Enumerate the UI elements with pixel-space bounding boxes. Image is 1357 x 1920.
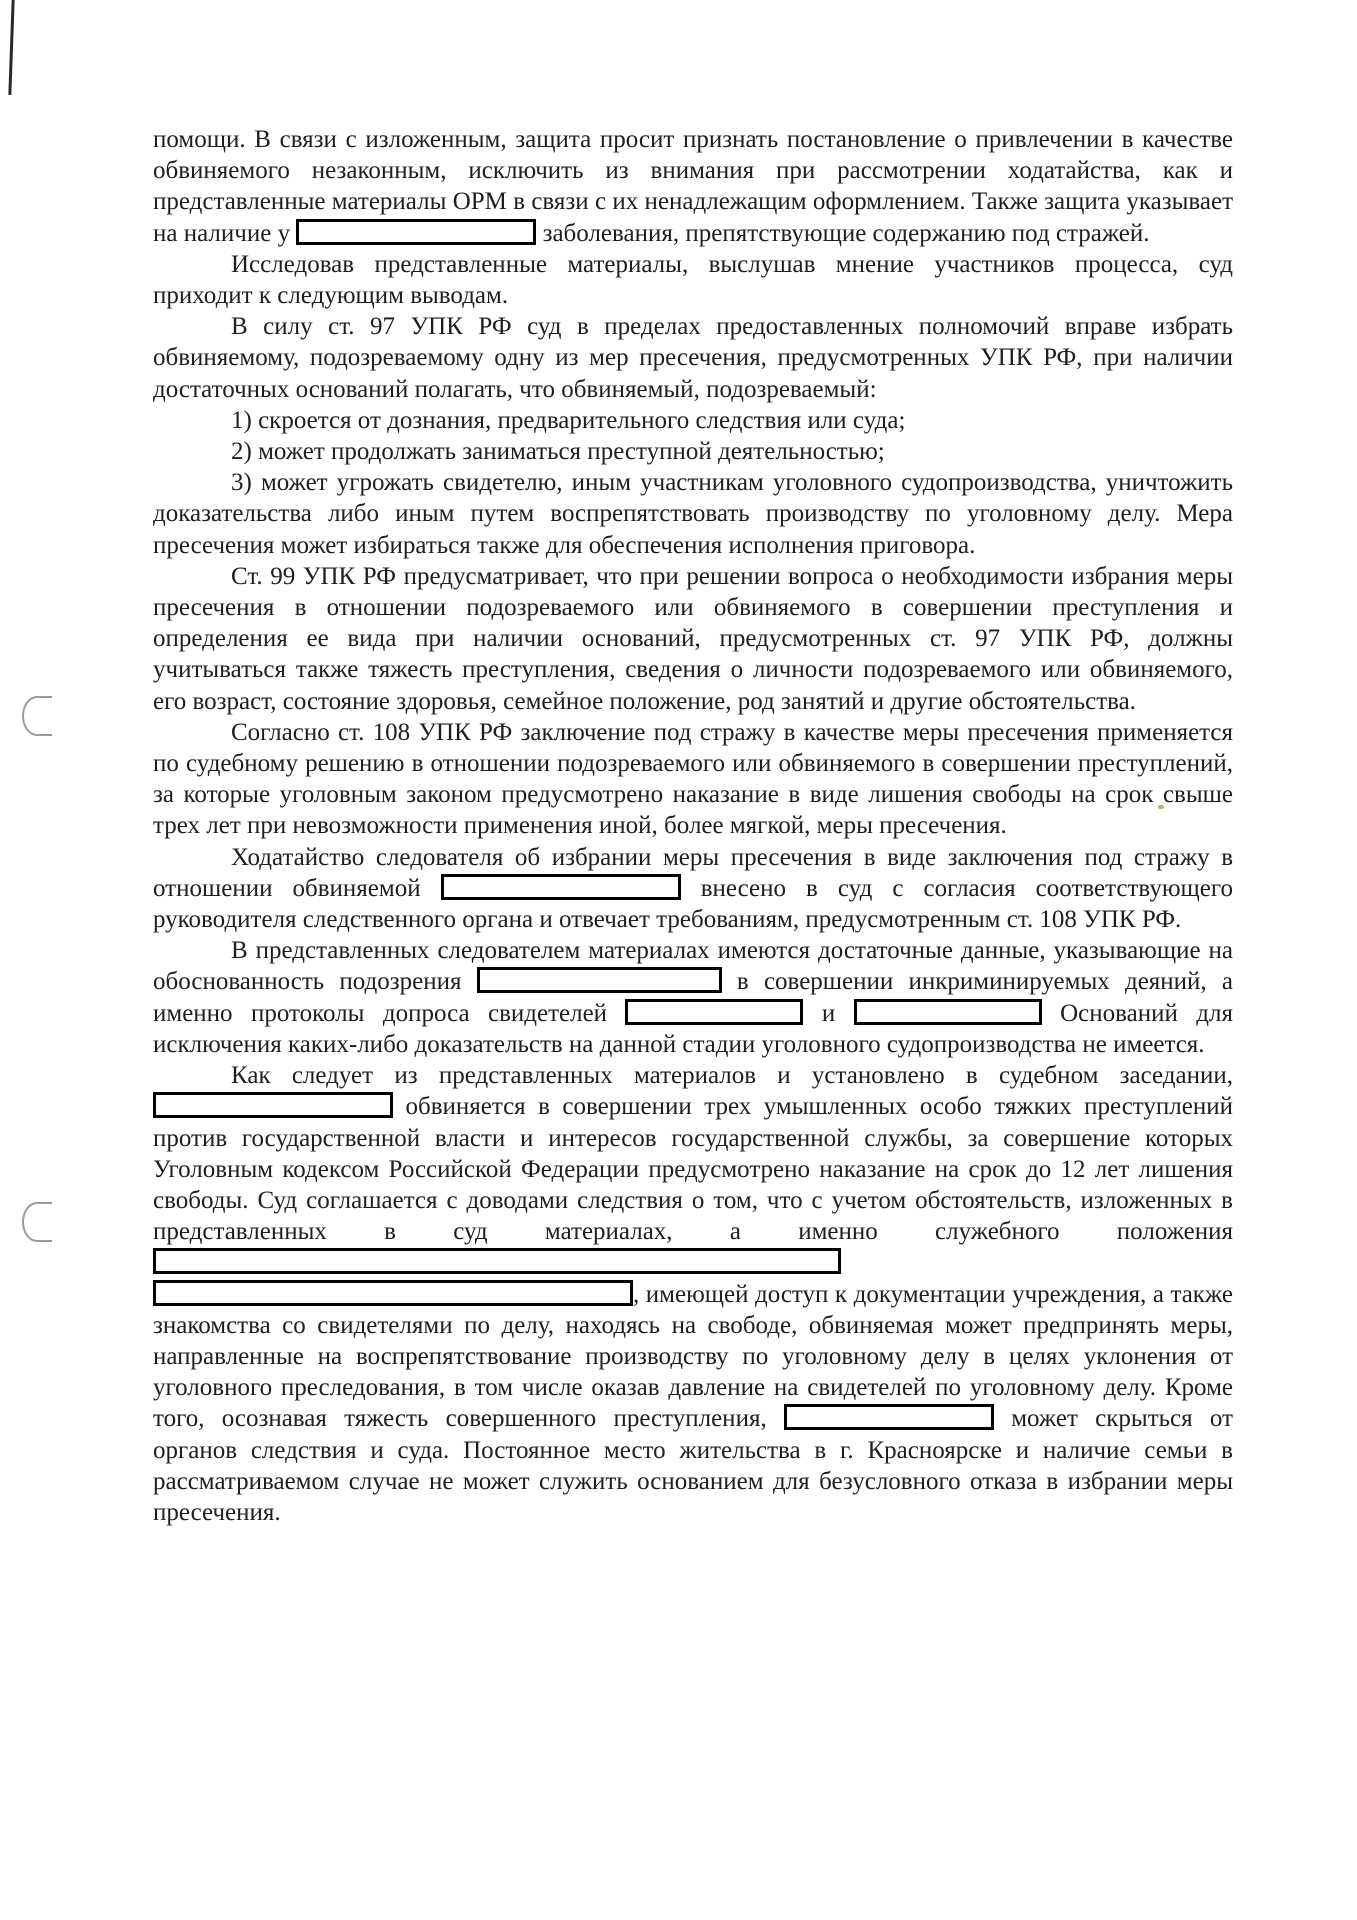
paragraph-defense-request bbox=[153, 124, 1233, 249]
redacted-name bbox=[784, 1404, 994, 1430]
redacted-name bbox=[441, 874, 681, 900]
paragraph-article-108: Согласно ст. 108 УПК РФ заключение под стражу в качестве меры пресечения применяется по судебному решению в отношении подозреваемого или обвиняемого в совершении преступлений, за которые уголовным законом предусмотрено наказание в виде лишения свободы на срок свыше трех лет при невозможности применения иной, более мягкой, меры пресечения. bbox=[153, 718, 1233, 840]
list-item-2: 2) может продолжать заниматься преступной деятельностью; bbox=[231, 438, 885, 466]
paragraph-text: заболевания, препятствующие содержанию под стражей. bbox=[536, 219, 1150, 247]
scan-edge-mark bbox=[8, 0, 14, 95]
paragraph-charges bbox=[153, 1060, 1233, 1528]
paragraph-court-conclusion: Исследовав представленные материалы, выслушав мнение участников процесса, суд приходит к следующим выводам. bbox=[153, 250, 1233, 310]
redacted-witness-name bbox=[854, 999, 1042, 1025]
redacted-position bbox=[153, 1280, 633, 1306]
paragraph-evidence bbox=[153, 935, 1233, 1060]
paragraph-text: внесено в суд с согласия соответствующего руководителя следственного органа и отвечает требованиям, предусмотренным ст. 108 УПК РФ. bbox=[153, 874, 1233, 934]
redacted-position bbox=[153, 1248, 841, 1274]
paragraph-article-99: Ст. 99 УПК РФ предусматривает, что при решении вопроса о необходимости избрания меры пресечения в отношении подозреваемого или обвиняемого в совершении преступления и определения ее вида при наличии оснований, предусмотренных ст. 97 УПК РФ, должны учитываться также тяжесть преступления, сведения о личности подозреваемого или обвиняемого, его возраст, состояние здоровья, семейное положение, род занятий и другие обстоятельства. bbox=[153, 562, 1233, 715]
redacted-name bbox=[153, 1092, 393, 1118]
document-page bbox=[153, 124, 1233, 1528]
list-item-1: 1) скроется от дознания, предварительного следствия или суда; bbox=[231, 406, 906, 434]
paragraph-text: помощи. В связи с изложенным, защита просит признать постановление о привлечении в качестве обвиняемого незаконным, исключить из внимания при рассмотрении ходатайства, как и представленные материалы ОРМ в связи с их ненадлежащим оформлением. Также защита указывает на наличие у bbox=[153, 126, 1233, 247]
paragraph-text: обвиняется в совершении трех умышленных особо тяжких преступлений против государственной власти и интересов государственной службы, за совершение которых Уголовным кодексом Российской Федерации предусмотрено наказание на срок до 12 лет лишения свободы. Суд соглашается с доводами следствия о том, что с учетом обстоятельств, изложенных в представленных в суд материалах, а именно служебного положения bbox=[153, 1093, 1233, 1246]
paragraph-text: , имеющей доступ к документации учреждения, а также знакомства со свидетелями по делу, находясь на свободе, обвиняемая может предпринять меры, направленные на воспрепятствование производству по уголовному делу в целях уклонения от уголовного преследования, в том числе оказав давление на свидетелей по уголовному делу. Кроме того, осознавая тяжесть совершенного преступления, bbox=[153, 1280, 1233, 1433]
list-item-3: 3) может угрожать свидетелю, иным участникам уголовного судопроизводства, уничтожить доказательства либо иным путем воспрепятствовать производству по уголовному делу. Мера пресечения может избираться также для обеспечения исполнения приговора. bbox=[153, 469, 1233, 559]
paragraph-text: Как следует из представленных материалов и установлено в судебном заседании, bbox=[231, 1062, 1233, 1090]
redacted-name bbox=[477, 967, 722, 993]
paragraph-text: и bbox=[803, 999, 854, 1027]
paragraph-text: может скрыться от органов следствия и суда. Постоянное место жительства в г. Красноярске и наличие семьи в рассматриваемом случае не может служить основанием для безусловного отказа в избрании меры пресечения. bbox=[153, 1405, 1233, 1526]
redacted-name bbox=[296, 219, 536, 245]
paragraph-investigator-motion bbox=[153, 842, 1233, 936]
paragraph-article-97: В силу ст. 97 УПК РФ суд в пределах предоставленных полномочий вправе избрать обвиняемому, подозреваемому одну из мер пресечения, предусмотренных УПК РФ, при наличии достаточных оснований полагать, что обвиняемый, подозреваемый: bbox=[153, 313, 1233, 403]
paragraph-text: в совершении инкриминируемых деяний, а именно протоколы допроса свидетелей bbox=[153, 968, 1233, 1027]
punch-hole-top bbox=[22, 696, 52, 736]
paragraph-text: Оснований для исключения каких-либо доказательств на данной стадии уголовного судопроизводства не имеется. bbox=[153, 999, 1233, 1058]
punch-hole-bottom bbox=[22, 1202, 52, 1242]
paragraph-text: Ходатайство следователя об избрании меры пресечения в виде заключения под стражу в отношении обвиняемой bbox=[153, 843, 1233, 902]
redacted-witness-name bbox=[625, 999, 803, 1025]
paragraph-text: В представленных следователем материалах имеются достаточные данные, указывающие на обоснованность подозрения bbox=[153, 937, 1233, 996]
